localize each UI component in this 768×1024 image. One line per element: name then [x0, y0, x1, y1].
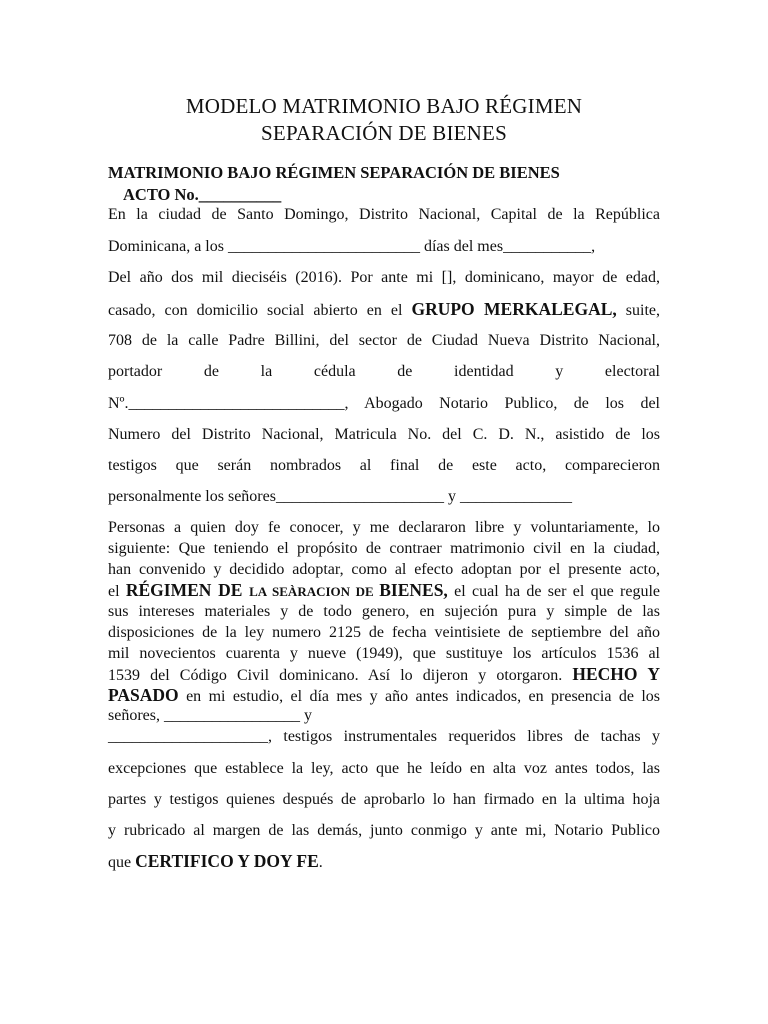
paragraph-2-line-1: Personas a quien doy fe conocer, y me declararon libre y voluntariamente, lo — [108, 519, 660, 536]
text-run: suite, — [616, 302, 660, 319]
pasado-label: PASADO — [108, 685, 179, 705]
paragraph-2-line-5: sus intereses materiales y de todo genero, en sujeción pura y simple de las — [108, 603, 660, 620]
paragraph-1-line-8: Numero del Distrito Nacional, Matricula No. del C. D. N., asistido de los — [108, 426, 660, 443]
paragraph-2-line-12: excepciones que establece la ley, acto que he leído en alta voz antes todos, las — [108, 760, 660, 777]
paragraph-2-line-6: disposiciones de la ley numero 2125 de fecha veintisiete de septiembre del año — [108, 624, 660, 641]
regime-label: RÉGIMEN DE — [125, 580, 250, 600]
paragraph-1-line-1: En la ciudad de Santo Domingo, Distrito Nacional, Capital de la República — [108, 206, 660, 223]
certifico-label: CERTIFICO Y DOY FE — [135, 851, 319, 871]
paragraph-2-line-10: señores, _________________ y — [108, 707, 312, 724]
paragraph-2-line-8 — [108, 664, 660, 686]
paragraph-2-line-15 — [108, 851, 660, 873]
paragraph-2-line-3: han convenido y decidido adoptar, como al efecto adoptan por el presente acto, — [108, 561, 660, 578]
section-heading: MATRIMONIO BAJO RÉGIMEN SEPARACIÓN DE BIENES — [108, 163, 560, 182]
paragraph-2-line-4 — [108, 580, 660, 602]
paragraph-1-line-3: Del año dos mil dieciséis (2016). Por ante mi [], dominicano, mayor de edad, — [108, 269, 660, 286]
paragraph-2-line-9 — [108, 685, 660, 707]
paragraph-1-line-4 — [108, 299, 660, 321]
text-run: el — [108, 583, 126, 600]
firm-name: GRUPO MERKALEGAL, — [411, 299, 617, 319]
paragraph-1-line-10: personalmente los señores_____________________ y ______________ — [108, 488, 572, 505]
paragraph-1-line-6: portador de la cédula de identidad y electoral — [108, 363, 660, 380]
paragraph-2-line-13: partes y testigos quienes después de aprobarlo lo han firmado en la ultima hoja — [108, 791, 660, 808]
paragraph-1-line-5: 708 de la calle Padre Billini, del sector de Ciudad Nueva Distrito Nacional, — [108, 332, 660, 349]
text-run: en mi estudio, el día mes y año antes indicados, en presencia de los — [178, 688, 660, 705]
paragraph-2-line-2: siguiente: Que teniendo el propósito de contraer matrimonio civil en la ciudad, — [108, 540, 660, 557]
hecho-y-label: HECHO Y — [572, 664, 660, 684]
text-run: el cual ha de ser el que regule — [447, 583, 661, 600]
document-title-line-2: SEPARACIÓN DE BIENES — [261, 121, 507, 145]
paragraph-2-line-11: ____________________, testigos instrumentales requeridos libres de tachas y — [108, 728, 660, 745]
text-run: casado, con domicilio social abierto en el — [108, 302, 412, 319]
paragraph-1-line-2: Dominicana, a los ________________________ días del mes___________, — [108, 238, 596, 255]
paragraph-1-line-9: testigos que serán nombrados al final de este acto, comparecieron — [108, 457, 660, 474]
text-run: 1539 del Código Civil dominicano. Así lo dijeron y otorgaron. — [108, 667, 573, 684]
regime-label-end: BIENES, — [379, 580, 448, 600]
acto-number: ACTO No.__________ — [123, 185, 282, 204]
paragraph-2-line-14: y rubricado al margen de las demás, junto conmigo y ante mi, Notario Publico — [108, 822, 660, 839]
text-run: que — [108, 854, 136, 871]
text-run: . — [318, 854, 323, 871]
document-title-line-1: MODELO MATRIMONIO BAJO RÉGIMEN — [185, 94, 583, 118]
paragraph-2-line-7: mil novecientos cuarenta y nueve (1949), que sustituye los artículos 1536 al — [108, 645, 660, 662]
regime-label-small-caps: LA SEÀRACION DE — [249, 584, 380, 599]
paragraph-1-line-7: Nº.___________________________, Abogado Notario Publico, de los del — [108, 395, 660, 412]
